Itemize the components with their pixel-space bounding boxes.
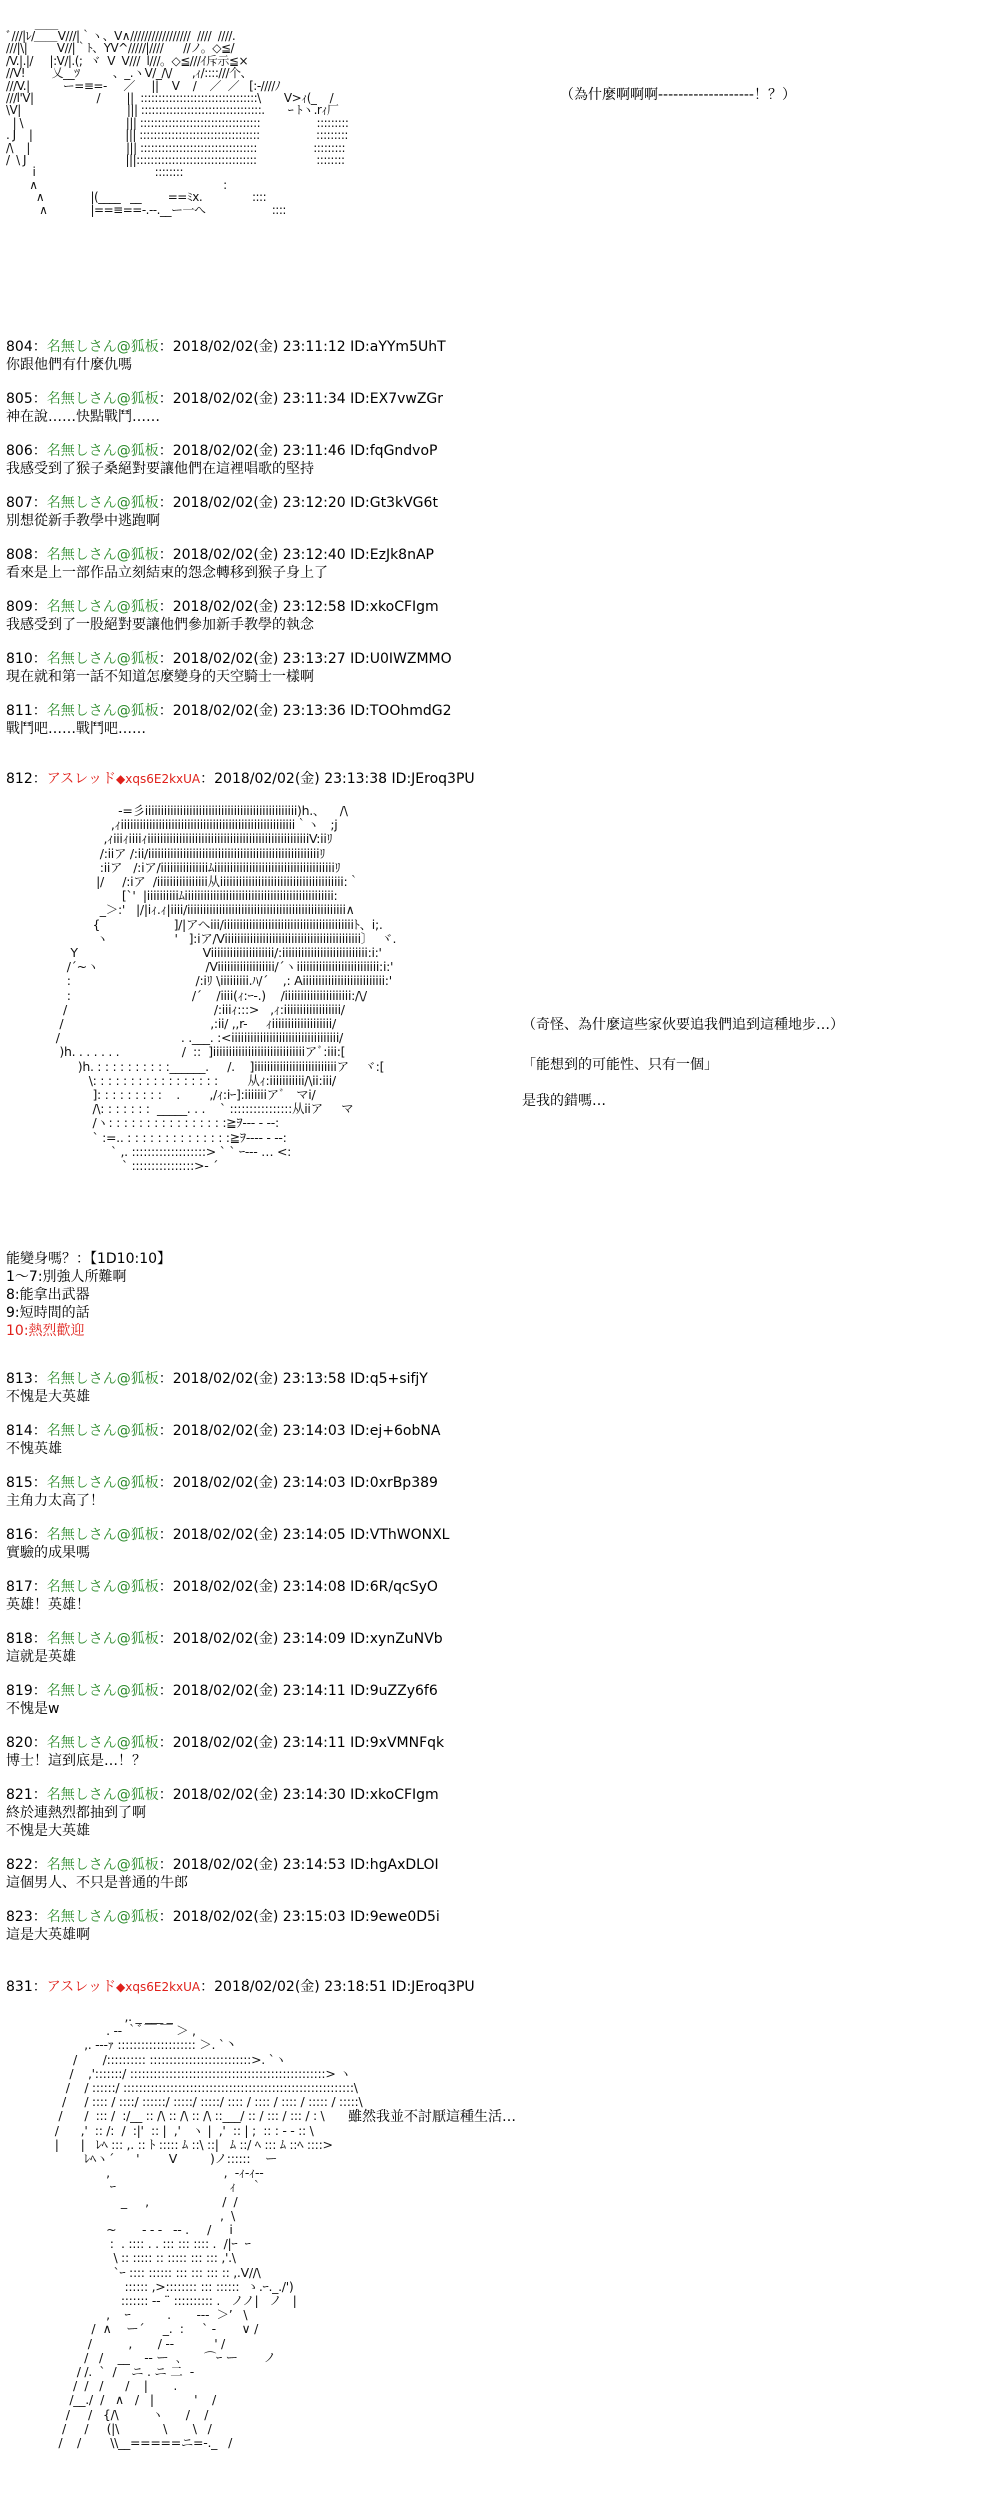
post-816 <box>6 1526 449 1562</box>
tripcode: ◆xqs6E2kxUA <box>116 1980 201 1994</box>
post-header: 823：名無しさん@狐板：2018/02/02(金) 23:15:03 ID:9ewe0D5i <box>6 1909 440 1925</box>
post-819 <box>6 1682 438 1718</box>
dice-option: 8:能拿出武器 <box>6 1287 90 1303</box>
post-header: 805：名無しさん@狐板：2018/02/02(金) 23:11:34 ID:EX7vwZGr <box>6 391 444 407</box>
post-811 <box>6 702 452 738</box>
post-body: 看來是上一部作品立刻結束的怨念轉移到猴子身上了 <box>6 565 328 581</box>
post-810 <box>6 650 452 686</box>
poster-name[interactable]: 名無しさん@狐板 <box>46 703 159 719</box>
poster-name[interactable]: 名無しさん@狐板 <box>46 651 159 667</box>
monologue-bottom: 雖然我並不討厭這種生活… <box>348 2109 516 2125</box>
poster-name[interactable]: アスレッド <box>46 1979 117 1995</box>
post-header: 831：アスレッド◆xqs6E2kxUA：2018/02/02(金) 23:18:51 ID:JEroq3PU <box>6 1979 475 1995</box>
post-body: 我感受到了猴子桑絕對要讓他們在這裡唱歌的堅持 <box>6 461 314 477</box>
poster-name[interactable]: 名無しさん@狐板 <box>46 1735 159 1751</box>
poster-name[interactable]: 名無しさん@狐板 <box>46 1371 159 1387</box>
monologue-mid-1: （奇怪、為什麼這些家伙要追我們追到這種地步…） <box>522 1017 844 1033</box>
ascii-art-bottom: ,. _ ___ _ . -‐ ｀ ゙ ￣ ￣ ＞ , ,. -‐-ｧ :::::::::::::::::::: ＞. `丶 / /:::::::::: ::::::::::::::::::::::::::>. `ヽ / ,':::::::/ ::::::::::::::::::::::::::::::::::::::::::::::::::> ヽ / / ::::::/ :::::::::::::::::::::::::::::::::::::::::::::::::::::::::::\ / / :::: / ::::/ ::::::/ :::::/ :::::/ :::: / :::: / :::: / ::::: / :::::\ / / ::: / :/__ :: /\ :: /\ :: /\ ::___/ :: / ::: / ::: / : \ / ,' :: /: / :|' :: | ,' ヽ | ,' :: | ; :: : ‐ ‐ :: \ | | ﾚﾍ ::: ,. :: ﾄ ::::: ﾑ ::\ ::| ﾑ ::/ ﾍ ::: ﾑ ::ﾍ ::::> ﾚﾍヽ´ ' V )ノ:::::: ー , , -ｨ-ｨ-- ｰ ｨ ｀ _ , / / , \ ~ - ‐ - -- . / i : . :::: . . ::: ::: :::: . /|ｰ ｰ \ :: ::::: :: ::::: ::: ::: ,'.\ `ｰ :::: :::::: ::: ::: ::: :: ,.V//\ :::::: ,>:::::::: ::: :::::: ゝ.ｰ._./') ::::::: -‐ ¨ :::::::::: . ノノ| ノ | , ｰ . -‐- ＞’ \ / ∧ ー´ _. : ` ‐ ∨ / / , / -‐ ' / / / __ -‐ ー ､ ⌒ｰ ー ノ / /. ` / ニ . ニ 二 - / / / / | . /__./ / ∧ / | ' / / / {/\ ヽ / / / / (|\ \ \ / / / \\__=====ニ=-._ / <box>54 2009 363 2451</box>
post-header: 817：名無しさん@狐板：2018/02/02(金) 23:14:08 ID:6R/qcSyO <box>6 1579 438 1595</box>
post-header: 815：名無しさん@狐板：2018/02/02(金) 23:14:03 ID:0xrBp389 <box>6 1475 438 1491</box>
post-809 <box>6 598 439 634</box>
poster-name[interactable]: 名無しさん@狐板 <box>46 1631 159 1647</box>
post-body: 不愧是大英雄 <box>6 1823 90 1839</box>
post-header: 807：名無しさん@狐板：2018/02/02(金) 23:12:20 ID:Gt3kVG6t <box>6 495 438 511</box>
post-header: 812：アスレッド◆xqs6E2kxUA：2018/02/02(金) 23:13:38 ID:JEroq3PU <box>6 771 475 787</box>
post-808 <box>6 546 434 582</box>
post-header: 818：名無しさん@狐板：2018/02/02(金) 23:14:09 ID:xynZuNVb <box>6 1631 443 1647</box>
post-body: 主角力太高了！ <box>6 1493 104 1509</box>
post-body: 終於連熱烈都抽到了啊 <box>6 1805 146 1821</box>
post-813 <box>6 1370 428 1406</box>
monologue-top: （為什麼啊啊啊-------------------！？） <box>560 87 796 103</box>
dice-option: 9:短時間的話 <box>6 1305 90 1321</box>
post-804 <box>6 338 446 374</box>
post-header: 809：名無しさん@狐板：2018/02/02(金) 23:12:58 ID:xkoCFIgm <box>6 599 439 615</box>
dice-block <box>6 1250 171 1340</box>
post-body: 英雄！英雄！ <box>6 1597 90 1613</box>
post-body: 不愧是w <box>6 1701 60 1717</box>
poster-name[interactable]: 名無しさん@狐板 <box>46 1857 159 1873</box>
post-814 <box>6 1422 440 1458</box>
poster-name[interactable]: 名無しさん@狐板 <box>46 599 159 615</box>
post-823 <box>6 1908 440 1944</box>
ascii-art-middle: -=彡iiiiiiiiiiiiiiiiiiiiiiiiiiiiiiiiiiiiiiiiiiiiiiii)h.、 /\ ,ｨiiiiiiiiiiiiiiiiiiiiiiiiiiiiiiiiiiiiiiiiiiiiiiiiiiiiiii｀ヽ ;j ,ｨiiiｨiiiiｨiiiiiiiiiiiiiiiiiiiiiiiiiiiiiiiiiiiiiiiiiiiiiiiiiiiV:iiﾘ /:iiア /:ii/iiiiiiiiiiiiiiiiiiiiiiiiiiiiiiiiiiiiiiiiiiiiiiiiiiiiiiﾘ :iiア /:iア/iiiiiiiiiiiiiiiﾑiiiiiiiiiiiiiiiiiiiiiiiiiiiiiiiiiiiiiiﾘ |/ /:iア /iiiiiiiiiiiiiiii从iiiiiiiiiiiiiiiiiiiiiiiiiiiiiiiiiiiiiii:｀ [`' |iiiiiiiiiiﾑiiiiiiiiiiiiiiiiiiiiiiiiiiiiiiiiiiiiiiiiiiiiiii: _＞:' |/|iｨ.ｨ|iiii/iiiiiiiiiiiiiiiiiiiiiiiiiiiiiiiiiiiiiiiiiiiiiiiiii∧ { ]/|アへiii/iiiiiiiiiiiiiiiiiiiiiiiiiiiiiiiiiiiiiiiiiﾄ、i;. ヽ ' ]:iア/Viiiiiiiiiiiiiiiiiiiiiiiiiiiiiiiiiiiiiiiiiii〕 ヾ. Y Viiiiiiiiiiiiiiiiiiii/:iiiiiiiiiiiiiiiiiiiiiiiiiii:i:' /´~ヽ /Viiiiiiiiiiiiiiiiii/´ヽiiiiiiiiiiiiiiiiiiiiiiiiii:i:' : /:iﾘ \iiiiiiiii.ﾊ/´ ,: Aiiiiiiiiiiiiiiiiiiiiiiiiii:' : /´ /iiii(ｨ:ｰ-.) /iiiiiiiiiiiiiiiiiiiii:/\/ / /:iiiｨ:::> ,ｨ:iiiiiiiiiiiiiiiiii/ / ,:ii/ ,,r- ｨiiiiiiiiiiiiiiiiiii/ / . .___. :<iiiiiiiiiiiiiiiiiiiiiiiiiiiiiiiiii/ )h. . . . . . . / :: ]iiiiiiiiiiiiiiiiiiiiiiiiiiiiiアﾞ:iii:[ )h. : : : : : : : : : :______. /. ]iiiiiiiiiiiiiiiiiiiiiiiiiiア ヾ:[ \: : : : : : : : : : : : : : : : : 从ｨ:iiiiiiiiiii/\ii:iii/ ]: : : : : : : : : . ,/ｨ:iｰ]:iiiiiiiアﾞ マi/ /\: : : : : : : _____. . . ` ::::::::::::::::从iiア マ /ヽ: : : : : : : : : : : : : : : :≧ｦ‐‐- - --: ` :=.. : : : : : : : : : : : : : :≧ｦ‐‐‐- - --: ` ,. :::::::::::::::::::> ` ` ｰ‐‐‐ … <: ` ::::::::::::::::>‐ ´ <box>55 803 397 1174</box>
poster-name[interactable]: 名無しさん@狐板 <box>46 495 159 511</box>
poster-name[interactable]: 名無しさん@狐板 <box>46 1683 159 1699</box>
post-815 <box>6 1474 438 1510</box>
post-header: 811：名無しさん@狐板：2018/02/02(金) 23:13:36 ID:TOOhmdG2 <box>6 703 452 719</box>
post-818 <box>6 1630 443 1666</box>
post-body: 這個男人、不只是普通的牛郎 <box>6 1875 188 1891</box>
post-806 <box>6 442 437 478</box>
post-820 <box>6 1734 444 1770</box>
post-body: 這是大英雄啊 <box>6 1927 90 1943</box>
post-body: 不愧是大英雄 <box>6 1389 90 1405</box>
post-807 <box>6 494 438 530</box>
poster-name[interactable]: 名無しさん@狐板 <box>46 1909 159 1925</box>
poster-name[interactable]: 名無しさん@狐板 <box>46 1527 159 1543</box>
post-body: 現在就和第一話不知道怎麼變身的天空騎士一樣啊 <box>6 669 314 685</box>
post-805 <box>6 390 443 426</box>
poster-name[interactable]: 名無しさん@狐板 <box>46 1579 159 1595</box>
post-812 <box>6 770 475 788</box>
post-header: 810：名無しさん@狐板：2018/02/02(金) 23:13:27 ID:U0IWZMMO <box>6 651 452 667</box>
post-831 <box>6 1978 475 1996</box>
post-821 <box>6 1786 439 1840</box>
post-822 <box>6 1856 439 1892</box>
post-body: 戰鬥吧……戰鬥吧…… <box>6 721 146 737</box>
poster-name[interactable]: 名無しさん@狐板 <box>46 1475 159 1491</box>
poster-name[interactable]: アスレッド <box>46 771 117 787</box>
post-header: 814：名無しさん@狐板：2018/02/02(金) 23:14:03 ID:ej+6obNA <box>6 1423 441 1439</box>
post-body: 實驗的成果嗎 <box>6 1545 90 1561</box>
post-body: 不愧英雄 <box>6 1441 62 1457</box>
poster-name[interactable]: 名無しさん@狐板 <box>46 547 159 563</box>
poster-name[interactable]: 名無しさん@狐板 <box>46 1787 159 1803</box>
post-header: 808：名無しさん@狐板：2018/02/02(金) 23:12:40 ID:EzJk8nAP <box>6 547 434 563</box>
post-header: 820：名無しさん@狐板：2018/02/02(金) 23:14:11 ID:9xVMNFqk <box>6 1735 445 1751</box>
monologue-mid-3: 是我的錯嗎… <box>522 1093 606 1109</box>
post-header: 804：名無しさん@狐板：2018/02/02(金) 23:11:12 ID:aYYm5UhT <box>6 339 446 355</box>
dice-option: 1～7:別強人所難啊 <box>6 1269 127 1285</box>
post-817 <box>6 1578 438 1614</box>
post-header: 822：名無しさん@狐板：2018/02/02(金) 23:14:53 ID:hgAxDLOI <box>6 1857 439 1873</box>
ascii-art-top: ﾞ///|ﾚ/￣￣V///|｀ヽ、V∧///////////////// //// ////. ///|\| ￣￣V//|｀ﾄ、YV^/////|//// //ノ。◇≦/ /V.|.|/ |:V/|.(; ヾ V V/// l///。◇≦///ｲ斥示≦× //V! 乂__ﾂ 、_.ヽV/_/\/ ,ｨ/::::///个、 ///V.| ー=≡=- ／ || V / ／ ／ [:-////ﾉ ///l'V| / || :::::::::::::::::::::::::::::::::\ V>ｨ(_ / \Ⅴ| ||| ::::::::::::::::::::::::::::::::::. ｰ ﾄヽ.rｨ厂 | \ ||| :::::::::::::::::::::::::::::::::: ::::::::: . J | ||| :::::::::::::::::::::::::::::::::: ::::::::: /\ | ||| ::::::::::::::::::::::::::::::::: ::::::::: / \ J |||:::::::::::::::::::::::::::::::::: :::::::: i :::::::: ∧ : ∧ |(____ __ ==ﾐx. :::: ∧ |==≡==-.--.__ー一へ :::: <box>6 29 349 217</box>
post-body: 別想從新手教學中逃跑啊 <box>6 513 160 529</box>
post-body: 博士！這到底是…！？ <box>6 1753 146 1769</box>
post-body: 神在說……快點戰鬥…… <box>6 409 160 425</box>
post-header: 819：名無しさん@狐板：2018/02/02(金) 23:14:11 ID:9uZZy6f6 <box>6 1683 438 1699</box>
poster-name[interactable]: 名無しさん@狐板 <box>46 391 159 407</box>
tripcode: ◆xqs6E2kxUA <box>116 772 201 786</box>
dice-title: 能變身嗎？：【1D10:10】 <box>6 1251 172 1267</box>
monologue-mid-2: 「能想到的可能性、只有一個」 <box>522 1057 718 1073</box>
post-body: 我感受到了一股絕對要讓他們參加新手教學的執念 <box>6 617 314 633</box>
post-header: 821：名無しさん@狐板：2018/02/02(金) 23:14:30 ID:xkoCFIgm <box>6 1787 439 1803</box>
post-header: 816：名無しさん@狐板：2018/02/02(金) 23:14:05 ID:VThWONXL <box>6 1527 450 1543</box>
post-body: 你跟他們有什麼仇嗎 <box>6 357 132 373</box>
poster-name[interactable]: 名無しさん@狐板 <box>46 339 159 355</box>
post-header: 813：名無しさん@狐板：2018/02/02(金) 23:13:58 ID:q5+sifjY <box>6 1371 428 1387</box>
poster-name[interactable]: 名無しさん@狐板 <box>46 443 159 459</box>
dice-result: 10:熱烈歡迎 <box>6 1323 85 1339</box>
post-header: 806：名無しさん@狐板：2018/02/02(金) 23:11:46 ID:fqGndvoP <box>6 443 438 459</box>
post-body: 這就是英雄 <box>6 1649 76 1665</box>
poster-name[interactable]: 名無しさん@狐板 <box>46 1423 159 1439</box>
